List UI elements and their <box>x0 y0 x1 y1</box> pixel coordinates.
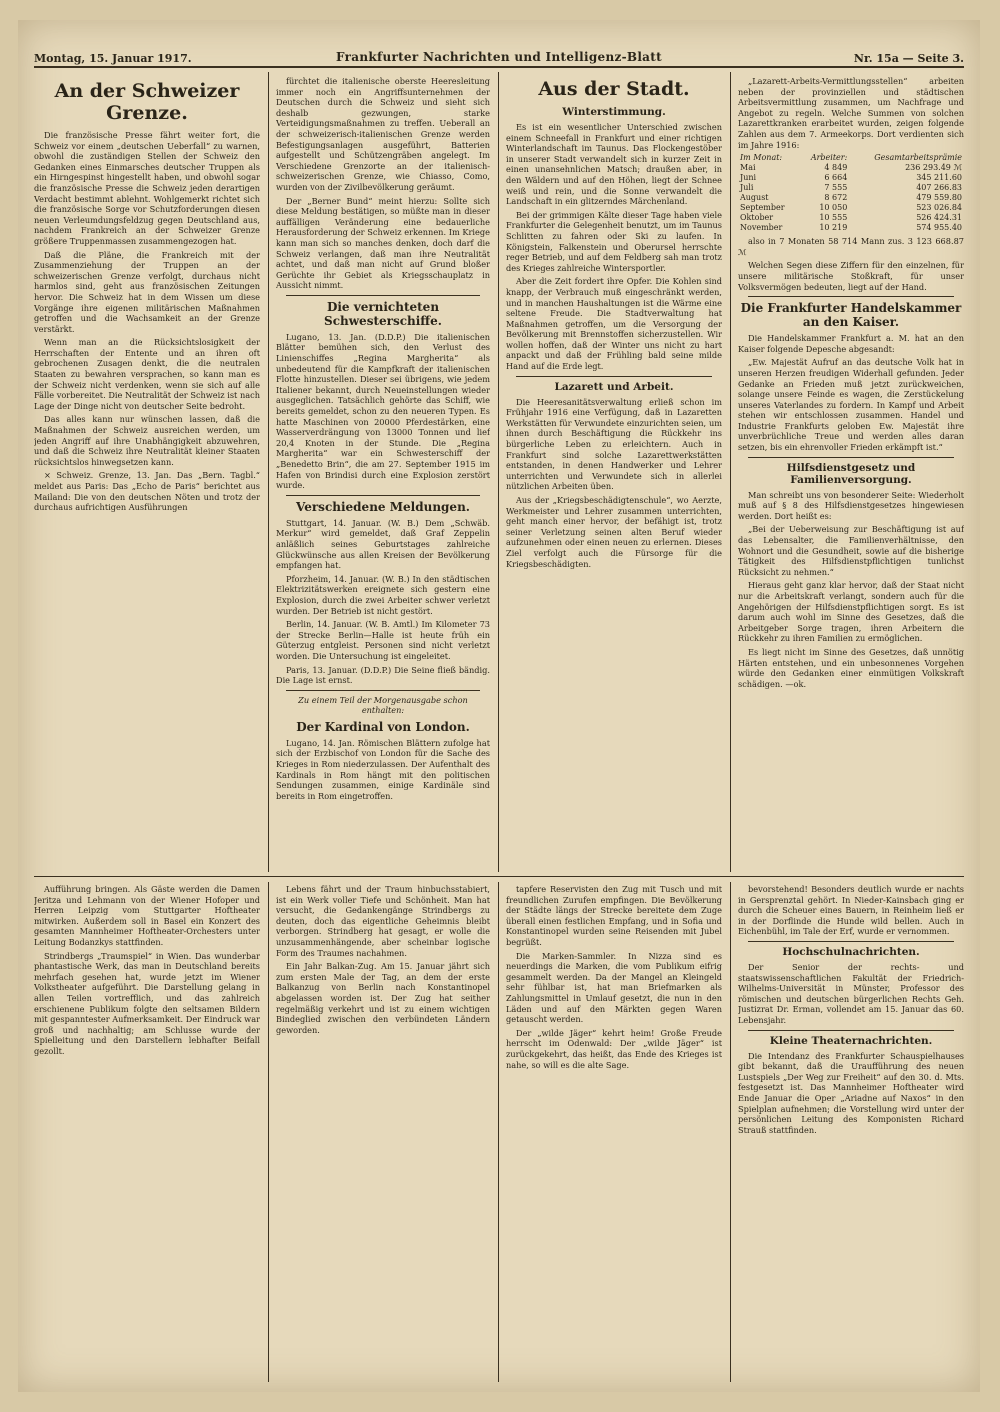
cell: 10 555 <box>819 213 848 223</box>
paragraph: Wenn man an die Rücksichtslosigkeit der Herrschaften der Entente und an ihren oft gebrochenen Zusagen denkt, die die neutralen Staaten zu bewahren versprachen, so kann man es der Schweiz nicht verdenken, wenn sie sich auf alle Fälle vorbereitet. Die Neutralität der Schweiz ist nach Lage der Dinge nicht von deutscher Seite bedroht. <box>34 337 260 411</box>
paragraph: „Ew. Majestät Aufruf an das deutsche Volk hat in unseren Herzen freudigen Widerhall gefunden. Jeder Gedanke an Frieden muß jetzt zurückweichen, solange unsere Feinde es wagen, die Zerstückelung unseres Vaterlandes zu fordern. In Kampf und Arbeit stehen wir entschlossen zusammen. Handel und Industrie Frankfurts geloben Ew. Majestät ihre unverbrüchliche Treue und werden alles daran setzen, bis ein ehrenvoller Frieden erkämpft ist.“ <box>738 357 964 453</box>
separator <box>286 495 480 496</box>
table-row <box>738 193 964 203</box>
paragraph: Es ist ein wesentlicher Unterschied zwischen einem Schneefall in Frankfurt und einer richtigen Winterlandschaft im Taunus. Das Flockengestöber in unserer Stadt verwandelt sich in kurzer Zeit in einen unansehnlichen Matsch; draußen aber, in den Wäldern und auf den Höhen, liegt der Schnee weiß und rein, und die Sonne verwandelt die Landschaft in ein glitzerndes Märchenland. <box>506 122 722 207</box>
column-rule <box>268 72 269 872</box>
article-heading: Lazarett und Arbeit. <box>554 380 674 393</box>
bottom-column-1 <box>34 884 260 1380</box>
paragraph: Das alles kann nur wünschen lassen, daß die Maßnahmen der Schweiz ausreichen werden, um jeden Angriff auf ihre Unabhängigkeit abzuwehren, und daß die Schweiz ihre Neutralität kleiner Staaten rücksichtslos hinwegsetzen kann. <box>34 414 260 467</box>
column-city <box>506 76 722 872</box>
cell: 4 849 <box>824 163 848 173</box>
separator <box>516 376 712 377</box>
cell: 10 050 <box>819 203 848 213</box>
separator <box>286 295 480 296</box>
newspaper-page <box>18 20 980 1392</box>
paragraph: Ein Jahr Balkan-Zug. Am 15. Januar jährt sich zum ersten Male der Tag, an dem der erste Balkanzug von Berlin nach Konstantinopel abgelassen worden ist. Der Zug hat seither regelmäßig verkehrt und ist zu einem wichtigen Bindeglied zwischen den verbündeten Ländern geworden. <box>276 961 490 1035</box>
table-total: also in 7 Monaten 58 714 Mann zus. 3 123 668.87 ℳ <box>738 236 964 257</box>
column-rule <box>730 72 731 872</box>
column-swiss-border <box>34 78 260 872</box>
paragraph: Die Handelskammer Frankfurt a. M. hat an den Kaiser folgende Depesche abgesandt: <box>738 333 964 354</box>
quote: „Bei der Ueberweisung zur Beschäftigung ist auf das Lebensalter, die Familienverhältnisse, den Wohnort und die Gesundheit, sowie auf die bisherige Tätigkeit des Hilfsdienstpflichtigen tunlichst Rücksicht zu nehmen.“ <box>738 524 964 577</box>
cell: 526 424.31 <box>916 213 962 223</box>
bottom-column-2 <box>276 884 490 1380</box>
paragraph: Aber die Zeit fordert ihre Opfer. Die Kohlen sind knapp, der Verbrauch muß eingeschränkt werden, und in manchen Haushaltungen ist die Wärme eine seltene Freude. Die Stadtverwaltung hat Maßnahmen getroffen, um die Versorgung der Bevölkerung mit Brennstoffen sicherzustellen. Wir wollen hoffen, daß der Winter uns nicht zu hart anpackt und daß der Frühling bald seine milde Hand auf die Erde legt. <box>506 276 722 372</box>
header-cell: Im Monat: <box>740 153 783 163</box>
cell: 345 211.60 <box>916 173 962 183</box>
paragraph: Daß die Pläne, die Frankreich mit der Zusammenziehung der Truppen an der schweizerischen Grenze verfolgt, durchaus nicht harmlos sind, geht aus französischen Zeitungen hervor. Die Schweiz hat in dem Wissen um diese Vorgänge ihre eigenen militärischen Maßnahmen getroffen und die Wachsamkeit an der Grenze verstärkt. <box>34 249 260 334</box>
column-rule <box>498 882 499 1382</box>
bottom-column-3 <box>506 884 722 1380</box>
cell: 574 955.40 <box>916 223 962 233</box>
paragraph: fürchtet die italienische oberste Heeresleitung immer noch ein Angriffsunternehmen der Deutschen durch die Schweiz und sieht sich deshalb gezwungen, starke Verteidigungsmaßnahmen zu treffen. Ueberall an der schweizerisch-italienischen Grenze werden Befestigungsanlagen ausgeführt, Batterien aufgestellt und Schützengräben angelegt. Im Verschiedene Grenzorte an der italienisch-schweizerischen Grenze, wie Chiasso, Como, wurden von der Zivilbevölkerung geräumt. <box>276 76 490 192</box>
separator <box>748 457 954 458</box>
paragraph: Die Intendanz des Frankfurter Schauspielhauses gibt bekannt, daß die Uraufführung des neuen Lustspiels „Der Weg zur Freiheit“ auf den 30. d. Mts. festgesetzt ist. Das Mannheimer Hoftheater wird Ende Januar die Oper „Ariadne auf Naxos“ in den Spielplan aufnehmen; die Vorstellung wird unter der persönlichen Leitung des Komponisten Richard Strauß stattfinden. <box>738 1050 964 1135</box>
column-news <box>276 76 490 872</box>
column-rule <box>498 72 499 872</box>
cell: August <box>740 193 769 203</box>
header-cell: Arbeiter: <box>810 153 848 163</box>
section-rule <box>34 876 964 877</box>
paragraph: Der „Berner Bund“ meint hierzu: Sollte sich diese Meldung bestätigen, so müßte man in dieser auffälligen Veränderung eine bedauerliche Herausforderung der Schweiz erkennen. Im Kriege kann man sich so manches denken, doch darf die Schweiz verlangen, daß man ihre Neutralität achtet, und daß man nicht auf Grund bloßer Gerüchte ihr Gebiet als Kriegsschauplatz in Aussicht nimmt. <box>276 195 490 291</box>
bottom-column-4 <box>738 884 964 1380</box>
paragraph: Es liegt nicht im Sinne des Gesetzes, daß unnötig Härten entstehen, und ein unbesonnenes Vorgehen würde den Gedanken einer einmütigen Volkskraft schädigen. —ok. <box>738 646 964 689</box>
paragraph: Paris, 13. Januar. (D.D.P.) Die Seine fließ bändig. Die Lage ist ernst. <box>276 664 490 686</box>
paragraph: Die französische Presse fährt weiter fort, die Schweiz vor einem „deutschen Ueberfall“ zu warnen, obwohl die zuständigen Stellen der Schweiz den Gedanken eines Einmarsches deutscher Truppen als ein Hirngespinst hingestellt haben, und obwohl sogar die französische Presse die Schweiz jeden derartigen Verdacht bestimmt ablehnt. Wohlgemerkt richtet sich die französische Sorge vor Schutzforderungen diesen neuen Verleumdungsfeldzug gegen Deutschland aus, nachdem Frankreich an der Schweizer Grenze größere Truppenmassen zusammengezogen hat. <box>34 130 260 246</box>
newspaper-title: Frankfurter Nachrichten und Intelligenz-Blatt <box>336 50 662 64</box>
cell: 8 672 <box>824 193 848 203</box>
paragraph: Bei der grimmigen Kälte dieser Tage haben viele Frankfurter die Gelegenheit benutzt, um im Taunus Schlitten zu fahren oder Ski zu laufen. In Königstein, Falkenstein und Oberursel herrschte reger Betrieb, und auf dem Feldberg sah man trotz des Krieges zahlreiche Wintersportler. <box>506 209 722 273</box>
separator <box>748 296 954 297</box>
column-rule <box>730 882 731 1382</box>
separator <box>748 941 954 942</box>
cell: Juli <box>740 183 754 193</box>
paragraph: Der „wilde Jäger“ kehrt heim! Große Freude herrscht im Odenwald: Der „wilde Jäger“ ist zurückgekehrt, das heißt, das Ende des Krieges ist nahe, so will es die alte Sage. <box>506 1027 722 1070</box>
article-heading: An der Schweizer Grenze. <box>54 80 240 124</box>
paragraph: Stuttgart, 14. Januar. (W. B.) Dem „Schwäb. Merkur“ wird gemeldet, daß Graf Zeppelin anläßlich seines Geburtstages zahlreiche Glückwünsche aus allen Kreisen der Bevölkerung empfangen hat. <box>276 517 490 571</box>
paragraph: tapfere Reservisten den Zug mit Tusch und mit freundlichen Zurufen empfingen. Die Bevölkerung der Städte längs der Strecke bereitete dem Zuge überall einen festlichen Empfang, und in Sofia und Konstantinopel wurden seine Reisenden mit Jubel begrüßt. <box>506 884 722 947</box>
paragraph: Aus der „Kriegsbeschädigtenschule“, wo Aerzte, Werkmeister und Lehrer zusammen unterrichten, geht manch einer hervor, der befähigt ist, trotz seiner Verletzung seinen alten Beruf wieder aufzunehmen oder einen neuen zu erlernen. Dieses Ziel verfolgt auch die Fürsorge für die Kriegsbeschädigten. <box>506 495 722 569</box>
column-chamber <box>738 76 964 872</box>
cell: 479 559.80 <box>916 193 962 203</box>
separator <box>748 1030 954 1031</box>
paragraph: Die Marken-Sammler. In Nizza sind es neuerdings die Marken, die vom Publikum eifrig gesammelt werden. Da der Mangel an Kleingeld sehr fühlbar ist, hat man Briefmarken als Zahlungsmittel in Umlauf gesetzt, die nun in den Läden und auf den Märkten gegen Waren getauscht werden. <box>506 950 722 1025</box>
article-heading: Die Frankfurter Handelskammer an den Kaiser. <box>740 301 962 330</box>
paragraph: Lugano, 13. Jan. (D.D.P.) Die italienischen Blätter bemühen sich, den Verlust des Linienschiffes „Regina Margherita“ als unbedeutend für die Kampfkraft der italienischen Flotte hinzustellen. Dieser sei übrigens, wie jedem Italiener bekannt, durch Neueinstellungen wieder ausgeglichen. Tatsächlich gehörte das Schiff, wie bereits gemeldet, schon zu den neueren Typen. Es hatte Maschinen von 20000 Pferdestärken, eine Wasserverdrängung von 13000 Tonnen und lief 20,4 Knoten in der Stunde. Die „Regina Margherita“ war ein Schwesterschiff der „Benedetto Brin“, die am 27. September 1915 im Hafen von Brindisi durch eine Explosion zerstört wurde. <box>276 331 490 491</box>
cell: 6 664 <box>824 173 848 183</box>
table-row <box>738 213 964 223</box>
table-row <box>738 173 964 183</box>
section-heading: Aus der Stadt. <box>538 78 690 100</box>
cell: 407 266.83 <box>916 183 962 193</box>
cell: 7 555 <box>824 183 848 193</box>
paragraph: Lugano, 14. Jan. Römischen Blättern zufolge hat sich der Erzbischof von London für die Sache des Krieges in Rom niederzulassen. Der Aufenthalt des Kardinals in Rom hängt mit den politischen Sendungen zusammen, einige Kardinäle sind bereits in Rom eingetroffen. <box>276 737 490 801</box>
paragraph: Berlin, 14. Januar. (W. B. Amtl.) Im Kilometer 73 der Strecke Berlin—Halle ist heute früh ein Güterzug entgleist. Personen sind nicht verletzt worden. Die Untersuchung ist eingeleitet. <box>276 619 490 661</box>
cell: 236 293.49 ℳ <box>905 163 962 173</box>
cell: Juni <box>740 173 757 183</box>
cell: September <box>740 203 785 213</box>
note: Zu einem Teil der Morgenausgabe schon enthalten: <box>298 694 468 716</box>
article-heading: Hilfsdienstgesetz und Familienversorgung. <box>786 461 916 486</box>
paragraph: Lebens fährt und der Traum hinbuchsstabiert, ist ein Werk voller Tiefe und Schönheit. Man hat versucht, die Gedankengänge Strindbergs zu deuten, doch das eigentliche Geheimnis bleibt verborgen. Strindberg hat gesagt, er wolle die unzusammenhängende, aber scheinbar logische Form des Traumes nachahmen. <box>276 884 490 958</box>
article-heading: Hochschulnachrichten. <box>782 945 920 958</box>
table-row <box>738 203 964 213</box>
paragraph: Pforzheim, 14. Januar. (W. B.) In den städtischen Elektrizitätswerken ereignete sich gestern eine Explosion, durch die zwei Arbeiter schwer verletzt wurden. Der Betrieb ist nicht gestört. <box>276 573 490 616</box>
paragraph: Der Senior der rechts- und staatswissenschaftlichen Fakultät der Friedrich-Wilhelms-Universität in Münster, Professor des römischen und deutschen bürgerlichen Rechts Geh. Justizrat Dr. Erman, vollendet am 15. Januar das 60. Lebensjahr. <box>738 961 964 1025</box>
cell: Oktober <box>740 213 774 223</box>
paragraph: Die Heeresanitätsverwaltung erließ schon im Frühjahr 1916 eine Verfügung, daß in Lazaretten Werkstätten für Verwundete einzurichten seien, um ihnen durch Beschäftigung die Rückkehr ins bürgerliche Leben zu erleichtern. Auch in Frankfurt sind solche Lazarettwerkstätten entstanden, in denen Handwerker und Lehrer unterrichten und Verwundete sich in allerlei nützlichen Arbeiten üben. <box>506 396 722 492</box>
article-heading: Winterstimmung. <box>562 106 666 118</box>
paragraph: Strindbergs „Traumspiel“ in Wien. Das wunderbar phantastische Werk, das man in Deutschland bereits mehrfach gesehen hat, wurde jetzt im Wiener Volkstheater aufgeführt. Die Darstellung gelang in allen Teilen vortrefflich, und das zahlreich erschienene Publikum folgte den seltsamen Bildern mit gespanntester Aufmerksamkeit. Der Eindruck war groß und nachhaltig; am Schlusse wurde der Spielleitung und den Darstellern lebhafter Beifall gezollt. <box>34 950 260 1056</box>
issue-date: Montag, 15. Januar 1917. <box>34 52 192 65</box>
cell: November <box>740 223 783 233</box>
paragraph: Hieraus geht ganz klar hervor, daß der Staat nicht nur die Arbeitskraft verlangt, sondern auch für die Angehörigen der Hilfsdienstpflichtigen sorgt. Es ist darum auch wohl im Sinne des Gesetzes, daß die Arbeitgeber Sorge tragen, ihren Arbeitern die Rückkehr zu ihren Familien zu ermöglichen. <box>738 580 964 644</box>
earnings-table <box>738 153 964 233</box>
paragraph: „Lazarett-Arbeits-Vermittlungsstellen“ arbeiten neben der provinziellen und städtischen Arbeitsvermittlung zusammen, um Nachfrage und Angebot zu regeln. Welche Summen von solchen Lazarettkranken erarbeitet wurden, zeigen folgende Zahlen aus dem 7. Armeekorps. Dort verdienten sich im Jahre 1916: <box>738 76 964 150</box>
column-rule <box>268 882 269 1382</box>
table-row <box>738 183 964 193</box>
separator <box>286 690 480 691</box>
table-row <box>738 223 964 233</box>
article-heading: Der Kardinal von London. <box>296 719 470 734</box>
cell: 10 219 <box>819 223 848 233</box>
masthead <box>34 44 964 68</box>
cell: Mai <box>740 163 756 173</box>
header-cell: Gesamtarbeitsprämie <box>874 153 962 163</box>
table-header <box>738 153 964 163</box>
paragraph: × Schweiz. Grenze, 13. Jan. Das „Bern. Tagbl.“ meldet aus Paris: Das „Echo de Paris“ berichtet aus Mailand: Die von den deutschen Nöten und trotz der durchaus aufrichtigen Ausführungen <box>34 470 260 513</box>
article-heading: Verschiedene Meldungen. <box>296 499 470 514</box>
article-heading: Die vernichteten Schwesterschiffe. <box>324 299 442 328</box>
paragraph: Welchen Segen diese Ziffern für den einzelnen, für unsere militärische Stoßkraft, für unser Volksvermögen bedeuten, liegt auf der Hand. <box>738 260 964 292</box>
paragraph: bevorstehend! Besonders deutlich wurde er nachts in Gersprenztal gehört. In Nieder-Kainsbach ging er durch die Scheuer eines Bauern, in Reinheim ließ er in der Dorflinde die Hunde wild bellen. Auch in Eichenbühl, im Tale der Erf, wurde er vernommen. <box>738 884 964 937</box>
paragraph: Man schreibt uns von besonderer Seite: Wiederholt muß auf § 8 des Hilfsdienstgesetzes hingewiesen werden. Dort heißt es: <box>738 489 964 521</box>
cell: 523 026.84 <box>916 203 962 213</box>
article-heading: Kleine Theaternachrichten. <box>769 1034 933 1047</box>
table-row <box>738 163 964 173</box>
paragraph: Aufführung bringen. Als Gäste werden die Damen Jeritza und Lehmann von der Wiener Hofoper und Herren Leipzig vom Stuttgarter Hoftheater mitwirken. Außerdem soll in Basel ein Konzert des gesamten Mannheimer Hoftheater-Orchesters unter Leitung Bodanzkys stattfinden. <box>34 884 260 947</box>
page-number: Nr. 15a — Seite 3. <box>853 52 964 65</box>
